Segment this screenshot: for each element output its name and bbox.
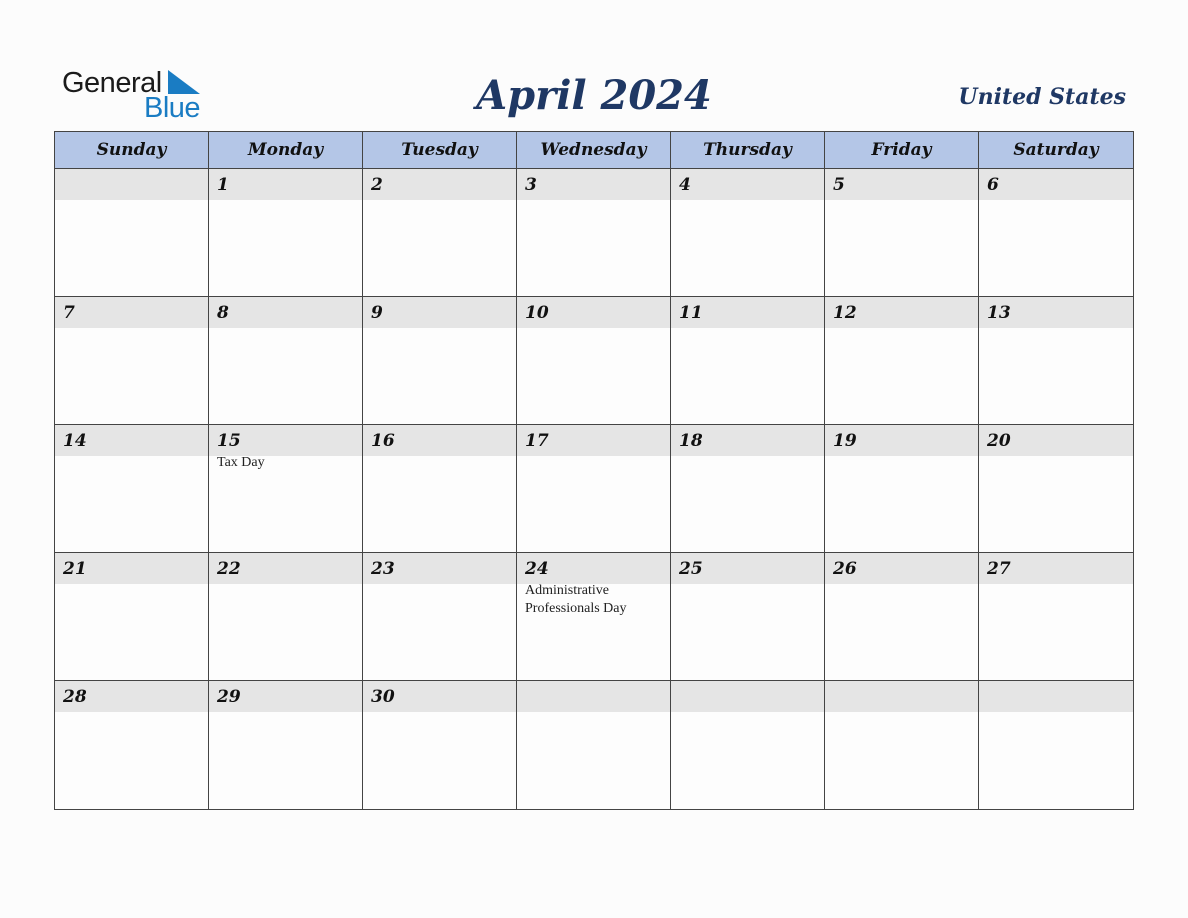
day-cell bbox=[671, 169, 825, 297]
day-number: 17 bbox=[525, 431, 549, 451]
day-cell bbox=[209, 297, 363, 425]
day-cell-band bbox=[979, 297, 1133, 328]
day-cell bbox=[979, 553, 1133, 681]
day-cell-band bbox=[363, 681, 516, 712]
weekday-header-friday: Friday bbox=[825, 132, 979, 169]
day-number: 3 bbox=[525, 175, 537, 195]
day-number: 21 bbox=[63, 559, 87, 579]
day-number: 26 bbox=[833, 559, 857, 579]
day-cell-band bbox=[363, 553, 516, 584]
day-cell bbox=[825, 553, 979, 681]
day-number: 13 bbox=[987, 303, 1011, 323]
day-cell-band bbox=[363, 297, 516, 328]
day-cell bbox=[979, 297, 1133, 425]
holiday-event: Administrative Professionals Day bbox=[525, 583, 627, 616]
day-cell bbox=[979, 681, 1133, 809]
day-cell bbox=[209, 553, 363, 681]
day-number: 14 bbox=[63, 431, 87, 451]
day-cell-band bbox=[825, 297, 978, 328]
day-cell-band bbox=[55, 425, 208, 456]
day-cell bbox=[363, 681, 517, 809]
day-number: 12 bbox=[833, 303, 857, 323]
day-cell-band bbox=[209, 553, 362, 584]
day-number: 8 bbox=[217, 303, 229, 323]
day-number: 24 bbox=[525, 559, 549, 579]
day-cell-band bbox=[363, 425, 516, 456]
country-label: United States bbox=[958, 84, 1126, 110]
day-number: 19 bbox=[833, 431, 857, 451]
day-number: 20 bbox=[987, 431, 1011, 451]
day-cell bbox=[517, 681, 671, 809]
day-cell bbox=[55, 681, 209, 809]
day-number: 28 bbox=[63, 687, 87, 707]
day-cell-band bbox=[517, 681, 670, 712]
calendar-title: April 2024 bbox=[476, 72, 712, 119]
day-cell-band bbox=[671, 297, 824, 328]
day-number: 9 bbox=[371, 303, 383, 323]
day-cell-band bbox=[55, 169, 208, 200]
day-cell bbox=[517, 297, 671, 425]
day-cell bbox=[55, 169, 209, 297]
day-number: 25 bbox=[679, 559, 703, 579]
weekday-header-sunday: Sunday bbox=[55, 132, 209, 169]
day-cell-band bbox=[979, 425, 1133, 456]
day-cell bbox=[517, 425, 671, 553]
day-number: 2 bbox=[371, 175, 383, 195]
day-cell-band bbox=[517, 553, 670, 584]
day-cell bbox=[517, 169, 671, 297]
weekday-header-wednesday: Wednesday bbox=[517, 132, 671, 169]
day-cell-band bbox=[517, 297, 670, 328]
day-cell-band bbox=[55, 553, 208, 584]
day-cell bbox=[209, 681, 363, 809]
day-cell bbox=[363, 297, 517, 425]
day-cell-band bbox=[209, 169, 362, 200]
logo-general-text: General bbox=[62, 67, 162, 99]
holiday-event: Tax Day bbox=[217, 455, 265, 470]
day-cell bbox=[55, 553, 209, 681]
day-cell bbox=[671, 553, 825, 681]
day-cell bbox=[671, 297, 825, 425]
day-cell bbox=[825, 169, 979, 297]
day-number: 27 bbox=[987, 559, 1011, 579]
day-cell bbox=[363, 169, 517, 297]
day-cell bbox=[671, 681, 825, 809]
day-cell bbox=[671, 425, 825, 553]
day-cell-band bbox=[209, 297, 362, 328]
day-number: 23 bbox=[371, 559, 395, 579]
day-cell-band bbox=[825, 425, 978, 456]
day-cell bbox=[209, 169, 363, 297]
day-cell bbox=[825, 297, 979, 425]
weekday-header-saturday: Saturday bbox=[979, 132, 1133, 169]
day-cell-band bbox=[55, 297, 208, 328]
day-cell bbox=[55, 425, 209, 553]
day-cell bbox=[209, 425, 363, 553]
day-cell bbox=[363, 425, 517, 553]
day-cell-band bbox=[209, 425, 362, 456]
day-cell-band bbox=[671, 553, 824, 584]
day-cell-band bbox=[363, 169, 516, 200]
day-cell-band bbox=[979, 553, 1133, 584]
day-number: 15 bbox=[217, 431, 241, 451]
day-cell-band bbox=[209, 681, 362, 712]
day-number: 7 bbox=[63, 303, 75, 323]
day-cell-band bbox=[979, 681, 1133, 712]
day-cell-band bbox=[671, 425, 824, 456]
weekday-header-tuesday: Tuesday bbox=[363, 132, 517, 169]
day-cell bbox=[55, 297, 209, 425]
day-cell bbox=[825, 681, 979, 809]
day-cell-band bbox=[825, 681, 978, 712]
day-cell-band bbox=[825, 169, 978, 200]
day-number: 22 bbox=[217, 559, 241, 579]
day-number: 11 bbox=[679, 303, 703, 323]
day-cell-band bbox=[671, 169, 824, 200]
day-number: 6 bbox=[987, 175, 999, 195]
day-cell bbox=[825, 425, 979, 553]
day-cell-band bbox=[517, 425, 670, 456]
day-cell-band bbox=[979, 169, 1133, 200]
day-number: 5 bbox=[833, 175, 845, 195]
generalblue-logo bbox=[62, 66, 212, 126]
day-number: 16 bbox=[371, 431, 395, 451]
logo-blue-text: Blue bbox=[144, 92, 201, 124]
day-cell-band bbox=[55, 681, 208, 712]
day-cell-band bbox=[517, 169, 670, 200]
day-cell bbox=[517, 553, 671, 681]
day-cell-band bbox=[825, 553, 978, 584]
day-cell bbox=[979, 169, 1133, 297]
day-number: 29 bbox=[217, 687, 241, 707]
day-cell bbox=[979, 425, 1133, 553]
day-cell bbox=[363, 553, 517, 681]
day-number: 1 bbox=[217, 175, 229, 195]
weekday-header-thursday: Thursday bbox=[671, 132, 825, 169]
day-number: 18 bbox=[679, 431, 703, 451]
calendar-grid bbox=[54, 131, 1134, 810]
day-number: 10 bbox=[525, 303, 549, 323]
day-number: 4 bbox=[679, 175, 691, 195]
day-cell-band bbox=[671, 681, 824, 712]
weekday-header-monday: Monday bbox=[209, 132, 363, 169]
day-number: 30 bbox=[371, 687, 395, 707]
